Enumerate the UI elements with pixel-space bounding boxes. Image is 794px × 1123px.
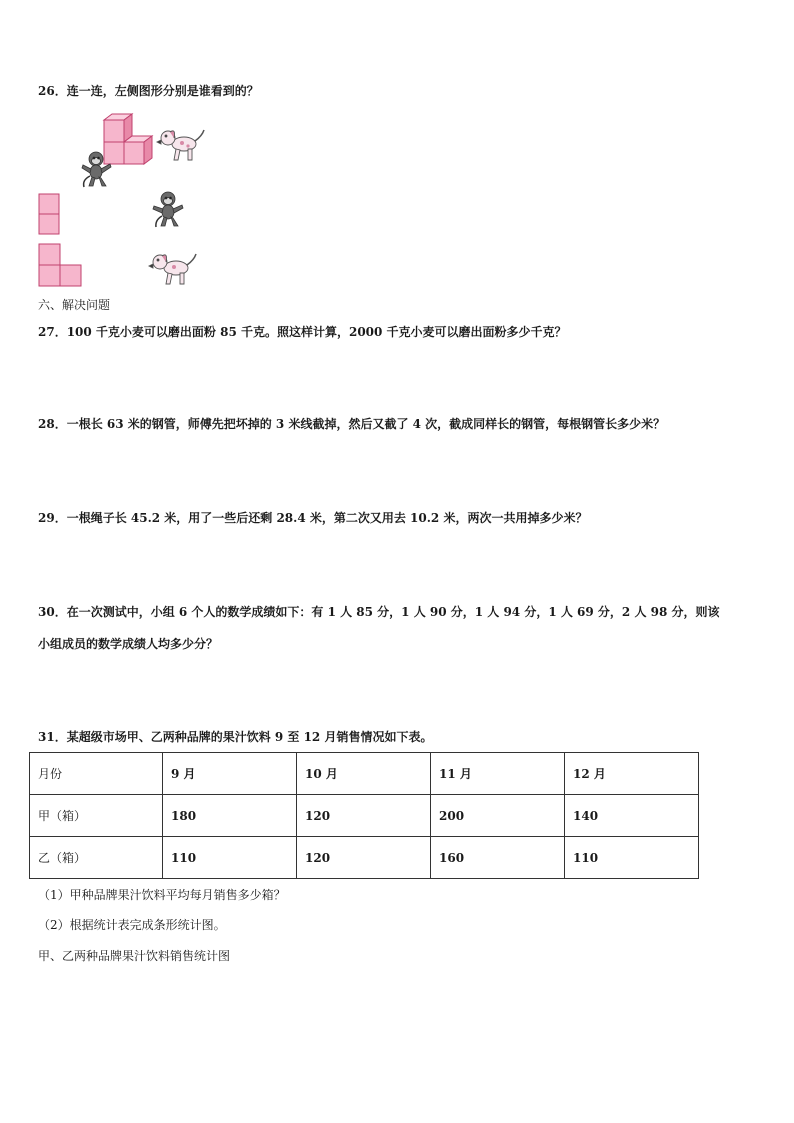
q31-sub2: （2）根据统计表完成条形统计图。 — [38, 918, 226, 932]
table-cell: 乙（箱） — [30, 837, 163, 879]
table-cell: 200 — [431, 795, 565, 837]
table-row — [30, 795, 699, 837]
table-cell: 120 — [297, 837, 431, 879]
table-cell: 11 月 — [431, 753, 565, 795]
chart-title: 甲、乙两种品牌果汁饮料销售统计图 — [38, 949, 231, 963]
table-cell: 甲（箱） — [30, 795, 163, 837]
table-cell: 10 月 — [297, 753, 431, 795]
table-cell: 180 — [163, 795, 297, 837]
dog-icon — [150, 250, 200, 288]
section-title: 六、解决问题 — [38, 298, 111, 312]
q30-line1: 30．在一次测试中，小组 6 个人的数学成绩如下：有 1 人 85 分，1 人 90 分，1 人 94 分，1 人 69 分，2 人 98 分，则该 — [38, 605, 720, 619]
view-shape-a — [38, 193, 62, 237]
dog-icon — [158, 126, 208, 164]
q29-text: 29．一根绳子长 45.2 米，用了一些后还剩 28.4 米，第二次又用去 10.2 米，两次一共用掉多少米？ — [38, 511, 588, 525]
table-header-row — [30, 753, 699, 795]
table-cell: 月份 — [30, 753, 163, 795]
table-cell: 12 月 — [565, 753, 699, 795]
q27-text: 27．100 千克小麦可以磨出面粉 85 千克。照这样计算，2000 千克小麦可以磨出面粉多少千克？ — [38, 325, 567, 339]
table-cell: 110 — [163, 837, 297, 879]
table-row — [30, 837, 699, 879]
q26-text: 26．连一连，左侧图形分别是谁看到的？ — [38, 84, 259, 98]
table-cell: 160 — [431, 837, 565, 879]
sales-table — [29, 752, 699, 879]
q28-text: 28．一根长 63 米的钢管，师傅先把坏掉的 3 米线截掉，然后又截了 4 次，截成同样长的钢管，每根钢管长多少米？ — [38, 417, 666, 431]
view-shape-b — [38, 243, 84, 289]
q30-line2: 小组成员的数学成绩人均多少分？ — [38, 637, 219, 651]
monkey-icon — [80, 150, 116, 188]
table-cell: 140 — [565, 795, 699, 837]
table-cell: 120 — [297, 795, 431, 837]
monkey-icon — [150, 190, 186, 228]
table-cell: 110 — [565, 837, 699, 879]
q31-sub1: （1）甲种品牌果汁饮料平均每月销售多少箱？ — [38, 888, 286, 902]
table-cell: 9 月 — [163, 753, 297, 795]
q31-text: 31．某超级市场甲、乙两种品牌的果汁饮料 9 至 12 月销售情况如下表。 — [38, 730, 433, 744]
